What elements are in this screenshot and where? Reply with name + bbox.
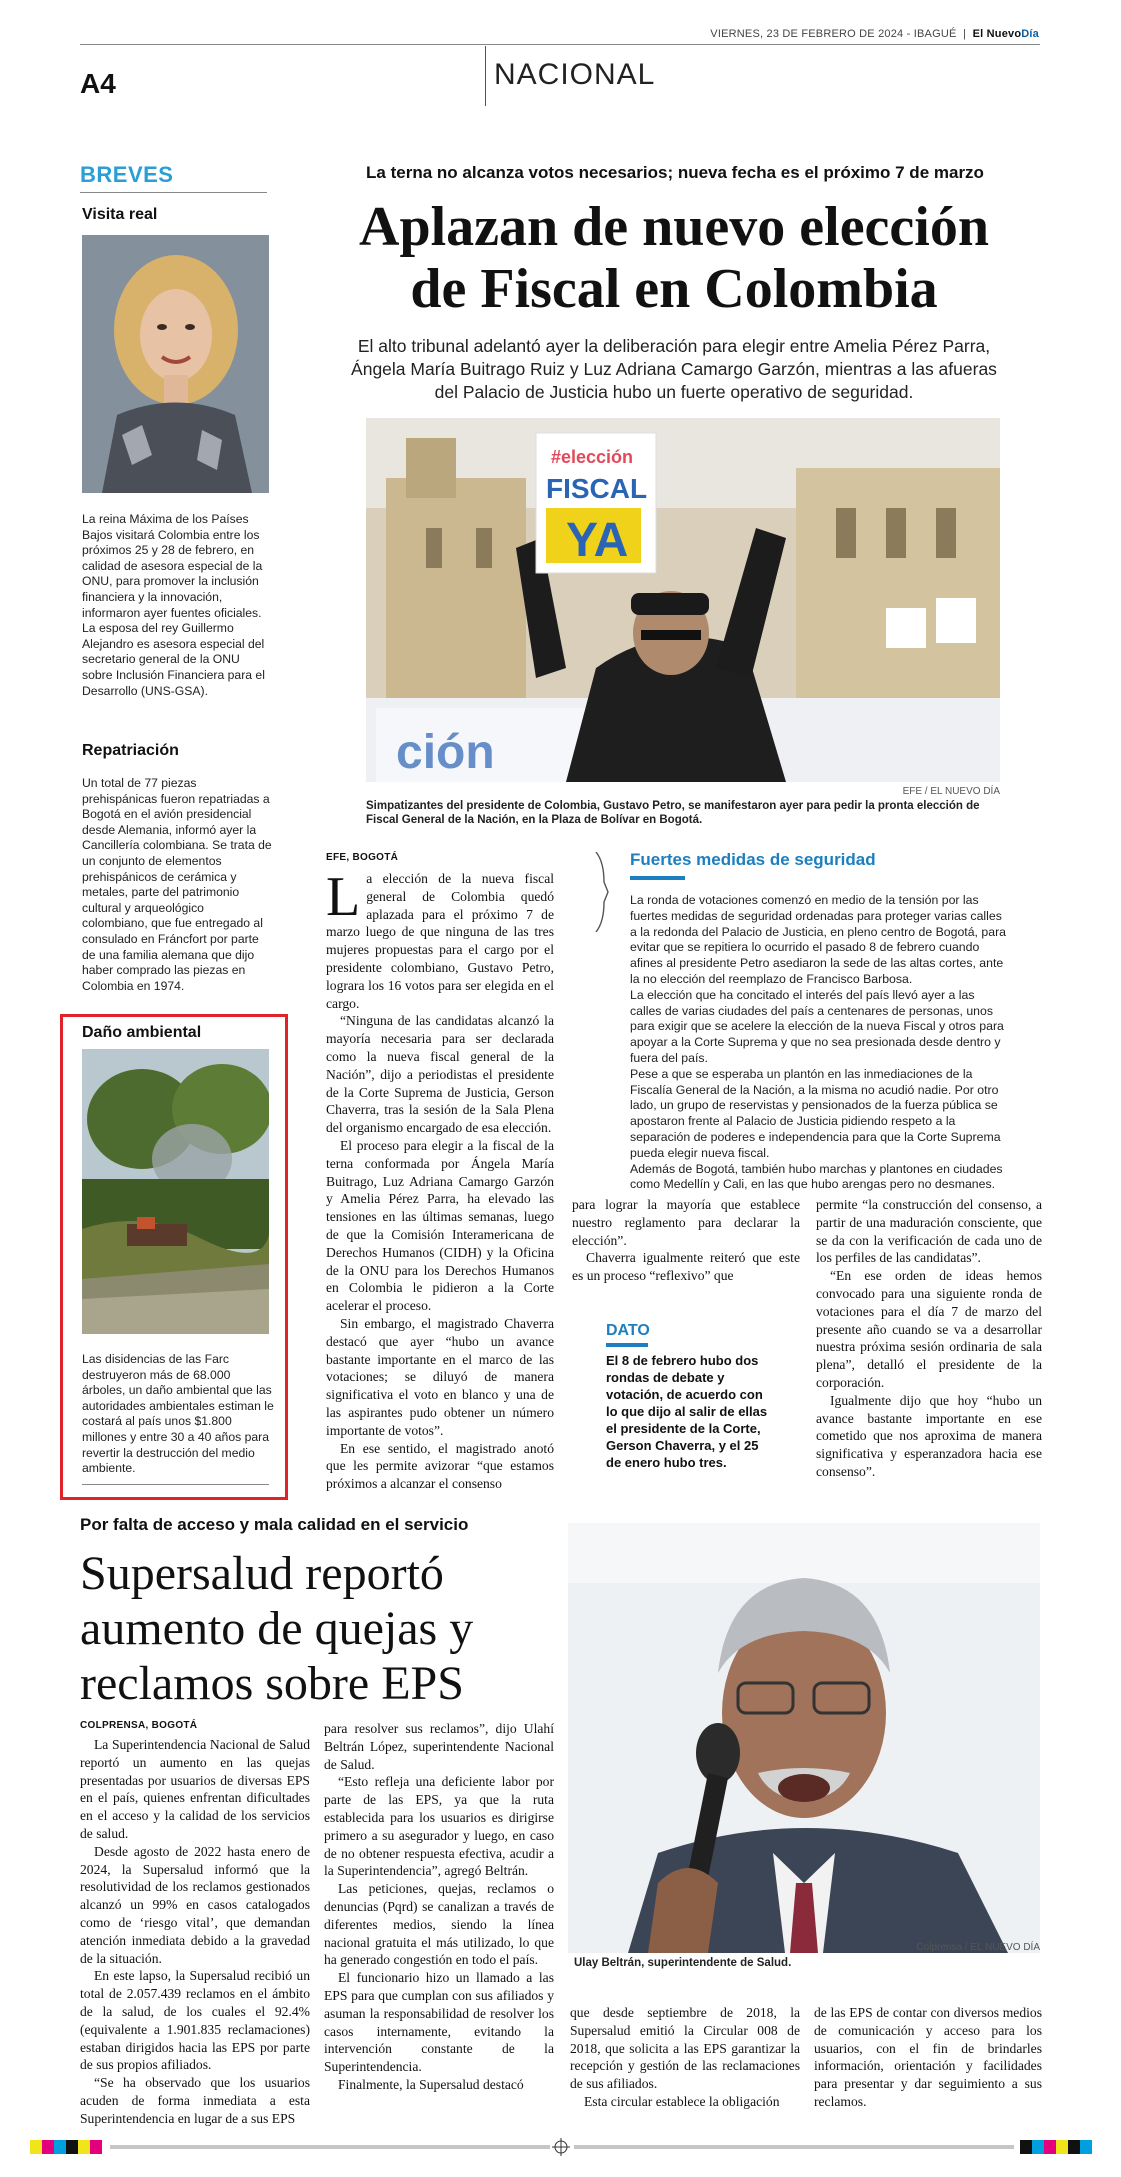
supersalud-col1-p4: “Se ha observado que los usuarios acuden de forma inmediata a esta Superintendencia en lugar de a sus EPS [80,2075,310,2126]
supersalud-headline [80,1546,560,1711]
brand-name: El Nuevo [972,28,1022,40]
fiscal-photo-caption: Simpatizantes del presidente de Colombia, Gustavo Petro, se manifestaron ayer para pedir la pronta elección de Fiscal General de la Nación, en la Plaza de Bolívar en Bogotá. [366,800,980,826]
supersalud-photo-credit: Colprensa / EL NUEVO DÍA [916,1942,1040,1953]
breves-label: BREVES [80,162,174,187]
fiscal-col2 [572,1196,800,1285]
forest-damage-photo [82,1049,269,1334]
supersalud-col4-p1: de las EPS de contar con diversos medios de comunicación y acceso para los usuarios, con el fin de brindarles información, orientación y facilidades para presentar y dar seguimiento a sus reclamos. [814,2005,1042,2109]
sign-text-2: FISCAL [546,473,648,504]
superintendent-photo [568,1523,1040,1953]
registration-bar-left [110,2145,550,2149]
fiscal-byline: EFE, BOGOTÁ [326,852,399,863]
supersalud-col4 [814,2004,1042,2111]
dato-title: DATO [606,1322,650,1339]
supersalud-col2-p4: El funcionario hizo un llamado a las EPS para que cumplan con sus afiliados y asuman la responsabilidad de resolver los casos internamente, evitando la intervención constante de la Superintendencia. [324,1970,554,2075]
supersalud-col2-p5: Finalmente, la Supersalud destacó [338,2076,524,2092]
sign-text-1: #elección [551,447,634,467]
supersalud-col1-p1: La Superintendencia Nacional de Salud reportó un aumento en las quejas presentadas por usuarios de diversas EPS en el país, quienes enfrentan dificultades en el acceso y la calidad de los servicios de salud. [80,1737,310,1841]
brief-text-visita: La reina Máxima de los Países Bajos visitará Colombia entre los próximos 25 y 28 de febrero, en calidad de asesora especial de la ONU, para promover la inclusión financiera y la innovación, informaron ayer fuentes oficiales. La esposa del rey Guillermo Alejandro es asesora especial del secretario general de la ONU sobre Inclusión Financiera para el Desarrollo (UNS-GSA). [82,512,265,698]
dropcap: L [326,866,361,928]
brief-text-dano: Las disidencias de las Farc destruyeron más de 68.000 árboles, un daño ambiental que las autoridades ambientales estiman le costará al país unos $1.800 millones y entre 30 a 40 años para revertir la destrucción del medio ambiente. [82,1352,274,1476]
sign-text-3: YA [566,514,629,567]
fiscal-photo-credit: EFE / EL NUEVO DÍA [902,786,1000,797]
fiscal-col1 [326,866,554,1493]
registration-bar-right [574,2145,1014,2149]
fiscal-col1-p5: En ese sentido, el magistrado anotó que les permite avizorar “que estamos próximos a alcanzar el consenso [326,1440,554,1492]
page-number: A4 [80,68,116,99]
fiscal-col1-p2: “Ninguna de las candidatas alcanzó la mayoría necesaria para ser declarada como la nueva fiscal general de la Nación”, dijo a periodistas el presidente de la Corte Suprema de Justicia, Gerson Chaverra, tras la sesión de la Sala Plena del organismo encargado de esa elección. [326,1013,554,1136]
brief-title-dano: Daño ambiental [82,1024,202,1041]
fiscal-headline-line2: de Fiscal en Colombia [410,258,938,320]
fiscal-col2-p1: para lograr la mayoría que establece nuestro reglamento para declarar la elección”. [572,1197,800,1248]
fiscal-headline [318,196,1030,320]
fiscal-col1-p3: El proceso para elegir a la fiscal de la terna conformada por Ángela María Buitrago, Luz Adriana Camargo Garzón y Amelia Pérez Parra, ha elevado las tensiones en las últimas semanas, luego de que la Comisión Interamericana de Derechos Humanos (CIDH) y la Oficina de la ONU para los Derechos Humanos en Colombia le pidieron a la Corte acelerar el proceso. [326,1137,554,1314]
fiscal-protest-photo [366,418,1000,782]
supersalud-col3 [570,2004,800,2111]
fiscal-col3-p1: permite “la construcción del consenso, a partir de una maduración consciente, que se da con la verificación de cada uno de los perfiles de las candidatas”. [816,1197,1042,1266]
registration-mark-icon [552,2138,570,2156]
fiscal-col1-p1: a elección de la nueva fiscal general de Colombia quedó aplazada para el próximo 7 de marzo luego de que ninguna de las tres mujeres propuestas para el cargo por el presidente colombiano, Gustavo Petro, lograra los 16 votos para ser elegida en el cargo. [326,871,554,1011]
section-divider [485,46,486,106]
brand-suffix: Día [1021,28,1039,40]
supersalud-col2 [324,1720,554,2094]
sidebar-text [630,893,1008,1193]
supersalud-col1 [80,1736,310,2128]
sidebar-p2: La elección que ha concitado el interés del país llevó ayer a las calles de varias ciudades del país a centenares de personas, unos para exigir que se acelere la elección de la nueva Fiscal y otros para apoyar a la Corte Suprema y que no sea presionada desde dentro y fuera del país. [630,987,1004,1065]
section-title: NACIONAL [494,58,656,91]
color-registration-left [30,2140,102,2154]
breves-bottom-rule [82,1484,269,1485]
color-registration-right [1020,2140,1092,2154]
sidebar-p3: Pese a que se esperaba un plantón en las inmediaciones de la Fiscalía General de la Nación, a la misma no acudió nadie. Por otro lado, un grupo de reservistas y pensionados de la fuerza pública se apostaron frente al Palacio de Justicia pidiendo respeto a la separación de poderes e independencia para que la Corte Suprema pueda elegir nueva fiscal. [630,1066,1001,1160]
supersalud-col2-p2: “Esto refleja una deficiente labor por parte de las EPS, ya que la ruta establecida para los usuarios es dirigirse primero a su asegurador y luego, en caso de no obtener respuesta efectiva, acudir a la Superintendencia”, agregó Beltrán. [324,1774,554,1879]
supersalud-col3-p2: Esta circular establece la obligación [584,2093,780,2109]
fiscal-col2-p2: Chaverra igualmente reiteró que este es un proceso “reflexivo” que [572,1250,800,1284]
header-dateline: VIERNES, 23 DE FEBRERO DE 2024 - IBAGUÉ | El NuevoDía [710,28,1039,40]
svg-text:ción: ción [396,726,495,779]
breves-rule [80,192,267,193]
sidebar-accent [630,876,685,880]
fiscal-headline-line1: Aplazan de nuevo elección [359,196,989,258]
brief-title-repatriacion: Repatriación [82,742,179,759]
supersalud-headline-line3: reclamos sobre EPS [80,1657,464,1710]
header-rule [80,44,1040,45]
supersalud-col1-p3: En este lapso, la Supersalud recibió un total de 2.057.439 reclamos en el ámbito de la salud, de los cuales el 92.4% (equivalente a 1.901.835 reclamaciones) estaban dirigidos hacia las EPS por parte de sus propios afiliados. [80,1968,310,2073]
fiscal-col1-p4: Sin embargo, el magistrado Chaverra destacó que ayer “hubo un avance bastante importante en el marco de las votaciones; se diluyó de manera significativa el voto en blanco y una de las aspirantes pudo obtener un número importante de votos”. [326,1315,554,1438]
supersalud-caption: Ulay Beltrán, superintendente de Salud. [574,1957,792,1969]
brief-text-repatriacion: Un total de 77 piezas prehispánicas fueron repatriadas a Bogotá en el avión presidencial desde Alemania, informó ayer la Cancillería colombiana. Se trata de un conjunto de elementos prehispánicos de cerámica y metales, parte del patrimonio cultural y arqueológico colombiano, que fue entregado al consulado en Fráncfort por parte de una familia alemana que dijo haber comprado las piezas en Colombia en 1974. [82,776,272,993]
queen-maxima-photo [82,235,269,493]
supersalud-col3-p1: que desde septiembre de 2018, la Supersalud emitió la Circular 008 de 2018, que solicita a las EPS garantizar la recepción y gestión de las reclamaciones de sus afiliados. [570,2005,800,2092]
supersalud-byline: COLPRENSA, BOGOTÁ [80,1720,198,1731]
date-text: VIERNES, 23 DE FEBRERO DE 2024 - IBAGUÉ [710,28,957,40]
fiscal-deck: El alto tribunal adelantó ayer la deliberación para elegir entre Amelia Pérez Parra, Ángela María Buitrago Ruiz y Luz Adriana Camargo Garzón, mientras a las afueras del Palacio de Justicia hubo un fuerte operativo de seguridad. [351,336,997,402]
supersalud-kicker: Por falta de acceso y mala calidad en el servicio [80,1515,469,1534]
fiscal-col3-p3: Igualmente dijo que hoy “hubo un avance bastante importante en ese cometido que nos aproxima de manera significativa y esperanzadora hacia ese consenso”. [816,1392,1042,1479]
fiscal-kicker: La terna no alcanza votos necesarios; nueva fecha es el próximo 7 de marzo [366,163,984,182]
fiscal-col3-p2: “En ese orden de ideas hemos convocado para una siguiente ronda de votaciones para el día 7 de marzo del presente año cuando se va a desarrollar nuestra próxima sesión ordinaria de sala plena”, detalló el presidente de la corporación. [816,1268,1042,1390]
supersalud-col1-p2: Desde agosto de 2022 hasta enero de 2024, la Supersalud informó que la resolutividad de los reclamos gestionados alcanzó un 99% en casos catalogados como de ‘riesgo vital’, que demandan atención inmediata debido a la gravedad de la situación. [80,1843,310,1966]
sidebar-bracket [594,852,609,932]
supersalud-col2-p1: para resolver sus reclamos”, dijo Ulahí Beltrán López, superintendente Nacional de Salud. [324,1721,554,1772]
supersalud-headline-line2: aumento de quejas y [80,1602,474,1655]
dato-text: El 8 de febrero hubo dos rondas de debate y votación, de acuerdo con lo que dijo al salir de ellas el presidente de la Corte, Gerson Chaverra, y el 25 de enero hubo tres. [606,1353,768,1470]
brief-title-visita: Visita real [82,206,158,223]
sidebar-p1: La ronda de votaciones comenzó en medio de la tensión por las fuertes medidas de seguridad ordenadas para proteger varias calles a la redonda del Palacio de Justicia, en pleno centro de Bogotá, para evitar que se repitiera lo ocurrido el pasado 8 de febrero cuando afines al presidente Petro asediaron la sede de las altas cortes, ante la no elección del reemplazo de Francisco Barbosa. [630,893,1006,986]
supersalud-col2-p3: Las peticiones, quejas, reclamos o denuncias (Pqrd) se canalizan a través de diferentes medios, siendo la línea nacional gratuita el más utilizado, lo que ha generado congestión en todo el país. [324,1881,554,1968]
dato-accent [606,1343,648,1347]
supersalud-headline-line1: Supersalud reportó [80,1547,444,1600]
fiscal-col3 [816,1196,1042,1481]
sidebar-p4: Además de Bogotá, también hubo marchas y plantones en ciudades como Medellín y Cali, en las que hubo arengas pero no desmanes. [630,1161,1003,1192]
sidebar-title: Fuertes medidas de seguridad [630,850,876,869]
